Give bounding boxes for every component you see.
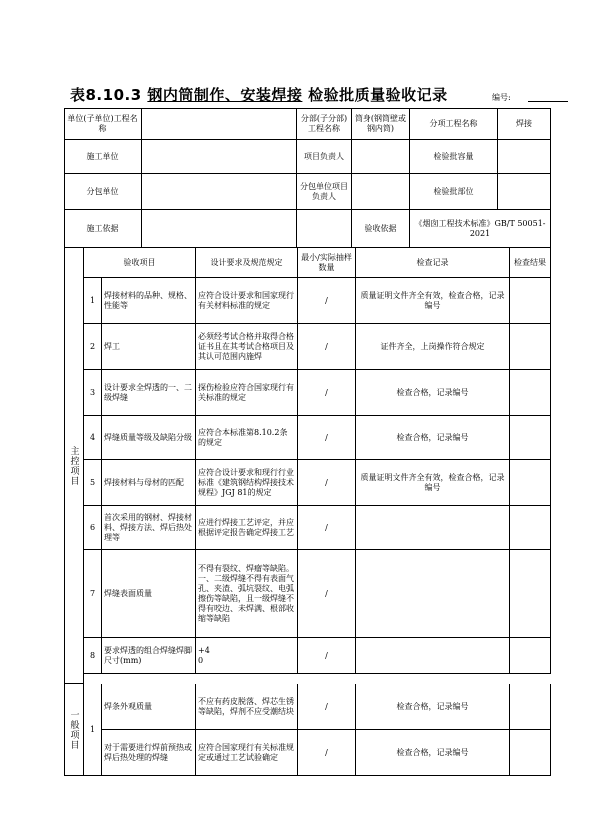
sub-leader-value[interactable] — [352, 174, 410, 210]
main-group-label: 主控项目 — [64, 248, 84, 684]
main-item-no: 7 — [84, 550, 102, 638]
construct-label: 施工单位 — [64, 140, 142, 174]
main-item-record[interactable] — [356, 550, 510, 638]
col-sample: 最小/实际抽样数量 — [298, 248, 356, 278]
main-item-sample[interactable]: / — [298, 370, 356, 416]
main-item-req: 不得有裂纹、焊瘤等缺陷。一、二级焊缝不得有表面气孔、夹渣、弧坑裂纹、电弧擦伤等缺陷，且一级焊缝不得有咬边、未焊满、根部收缩等缺陷 — [196, 550, 298, 638]
main-item-req: 应进行焊接工艺评定，并应根据评定报告确定焊接工艺 — [196, 506, 298, 550]
main-item-sample[interactable]: / — [298, 324, 356, 370]
capacity-label: 检验批容量 — [410, 140, 498, 174]
title-suffix: 检验批质量验收记录 — [302, 86, 448, 104]
main-item-result[interactable] — [510, 638, 551, 674]
main-item-sample[interactable]: / — [298, 460, 356, 506]
main-item-record[interactable]: 质量证明文件齐全有效，检查合格，记录编号 — [356, 278, 510, 324]
main-item-result[interactable] — [510, 460, 551, 506]
main-item-record[interactable] — [356, 638, 510, 674]
part-value[interactable]: 筒身(钢筒壁或钢内筒) — [352, 108, 410, 140]
general-item-sample[interactable]: / — [298, 730, 356, 776]
main-item-result[interactable] — [510, 506, 551, 550]
unit-value[interactable] — [142, 108, 297, 140]
main-item-sample[interactable]: / — [298, 278, 356, 324]
main-item-req: 探伤检验应符合国家现行有关标准的规定 — [196, 370, 298, 416]
main-item-record[interactable]: 证件齐全，上岗操作符合规定 — [356, 324, 510, 370]
main-item-no: 8 — [84, 638, 102, 674]
main-item-sample[interactable]: / — [298, 506, 356, 550]
main-item-result[interactable] — [510, 324, 551, 370]
part-pos-value[interactable] — [498, 174, 551, 210]
general-item-record[interactable]: 检查合格，记录编号 — [356, 684, 510, 730]
general-no: 1 — [84, 684, 102, 776]
construct-value[interactable] — [142, 140, 297, 174]
main-item-req: 必须经考试合格并取得合格证书且在其考试合格项目及其认可范围内施焊 — [196, 324, 298, 370]
main-item-sample[interactable]: / — [298, 638, 356, 674]
basis-value[interactable] — [142, 210, 297, 248]
main-item-name: 焊接材料的品种、规格、性能等 — [102, 278, 196, 324]
col-record: 检查记录 — [356, 248, 510, 278]
subcontract-label: 分包单位 — [64, 174, 142, 210]
general-item-result[interactable] — [510, 730, 551, 776]
part-label: 分部(子分部)工程名称 — [297, 108, 352, 140]
main-item-req: 应符合设计要求和国家现行有关材料标准的规定 — [196, 278, 298, 324]
page-title — [70, 84, 448, 105]
accept-value[interactable]: 《烟囱工程技术标准》GB/T 50051-2021 — [410, 210, 551, 248]
number-label: 编号: — [492, 93, 511, 102]
leader-value[interactable] — [352, 140, 410, 174]
basis-label: 施工依据 — [64, 210, 142, 248]
leader-label: 项目负责人 — [297, 140, 352, 174]
main-item-no: 6 — [84, 506, 102, 550]
general-group-label: 一般项目 — [64, 684, 84, 776]
main-item-no: 4 — [84, 416, 102, 460]
main-item-name: 设计要求全焊透的一、二级焊缝 — [102, 370, 196, 416]
main-item-name: 焊接材料与母材的匹配 — [102, 460, 196, 506]
basis-spacer — [297, 210, 352, 248]
sub-value[interactable]: 焊接 — [498, 108, 551, 140]
col-result: 检查结果 — [510, 248, 551, 278]
subcontract-value[interactable] — [142, 174, 297, 210]
general-item-record[interactable]: 检查合格，记录编号 — [356, 730, 510, 776]
part-pos-label: 检验批部位 — [410, 174, 498, 210]
title-row — [60, 84, 560, 106]
main-item-no: 5 — [84, 460, 102, 506]
main-item-result[interactable] — [510, 370, 551, 416]
general-item-sample[interactable]: / — [298, 684, 356, 730]
main-item-name: 焊工 — [102, 324, 196, 370]
main-item-name: 首次采用的钢材、焊接材料、焊接方法、焊后热处理等 — [102, 506, 196, 550]
main-item-record[interactable]: 质量证明文件齐全有效，检查合格，记录编号 — [356, 460, 510, 506]
main-item-record[interactable]: 检查合格，记录编号 — [356, 370, 510, 416]
main-item-sample[interactable]: / — [298, 416, 356, 460]
title-prefix: 表8.10.3 — [70, 86, 142, 104]
main-item-name: 焊缝质量等级及缺陷分级 — [102, 416, 196, 460]
main-item-no: 1 — [84, 278, 102, 324]
title-underlined: 钢内筒制作、安装焊接 — [147, 86, 303, 104]
accept-label: 验收依据 — [352, 210, 410, 248]
col-item: 验收项目 — [84, 248, 196, 278]
sub-leader-label: 分包单位项目负责人 — [297, 174, 352, 210]
general-item-result[interactable] — [510, 684, 551, 730]
main-item-record[interactable]: 检查合格，记录编号 — [356, 416, 510, 460]
main-item-no: 3 — [84, 370, 102, 416]
capacity-value[interactable] — [498, 140, 551, 174]
main-item-sample[interactable]: / — [298, 550, 356, 638]
main-item-name: 要求焊透的组合焊缝焊脚尺寸(mm) — [102, 638, 196, 674]
main-item-req: +4 0 — [196, 638, 298, 674]
general-item-req: 不应有药皮脱落、焊芯生锈等缺陷，焊剂不应受潮结块 — [196, 684, 298, 730]
main-item-no: 2 — [84, 324, 102, 370]
main-item-name: 焊缝表面质量 — [102, 550, 196, 638]
sub-label: 分项工程名称 — [410, 108, 498, 140]
general-item-req: 应符合国家现行有关标准规定或通过工艺试验确定 — [196, 730, 298, 776]
general-item-name: 焊条外观质量 — [102, 684, 196, 730]
main-item-result[interactable] — [510, 278, 551, 324]
main-item-result[interactable] — [510, 416, 551, 460]
col-req: 设计要求及规范规定 — [196, 248, 298, 278]
general-item-name: 对于需要进行焊前预热或焊后热处理的焊缝 — [102, 730, 196, 776]
main-item-record[interactable] — [356, 506, 510, 550]
main-item-result[interactable] — [510, 550, 551, 638]
unit-label: 单位(子单位)工程名称 — [64, 108, 142, 140]
main-item-req: 应符合设计要求和现行行业标准《建筑钢结构焊接技术规程》JGJ 81的规定 — [196, 460, 298, 506]
main-item-req: 应符合本标准第8.10.2条的规定 — [196, 416, 298, 460]
number-field[interactable] — [528, 101, 568, 102]
